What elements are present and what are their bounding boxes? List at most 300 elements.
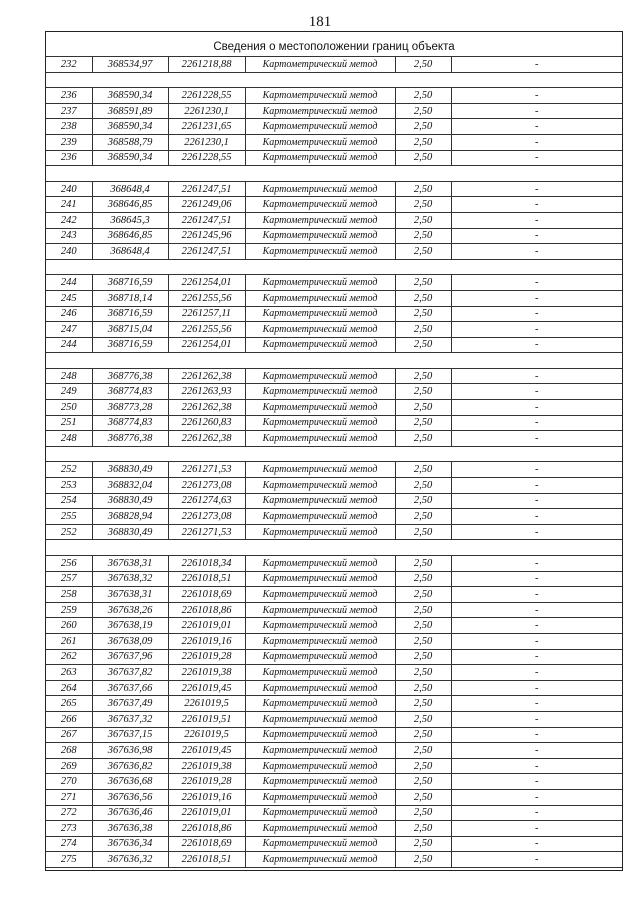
table-row — [46, 743, 622, 759]
description-cell: - — [451, 400, 622, 416]
x-coordinate-cell: 367637,82 — [92, 665, 168, 681]
x-coordinate-cell: 367636,34 — [92, 836, 168, 852]
accuracy-cell: 2,50 — [395, 743, 451, 759]
y-coordinate-cell: 2261019,45 — [168, 680, 245, 696]
accuracy-cell: 2,50 — [395, 244, 451, 260]
table-row — [46, 150, 622, 166]
point-number-cell: 241 — [46, 197, 92, 213]
table-row — [46, 181, 622, 197]
point-number-cell: 256 — [46, 556, 92, 572]
table-row — [46, 306, 622, 322]
accuracy-cell: 2,50 — [395, 181, 451, 197]
description-cell: - — [451, 493, 622, 509]
method-cell: Картометрический метод — [245, 462, 395, 478]
point-number-cell: 237 — [46, 103, 92, 119]
method-cell: Картометрический метод — [245, 431, 395, 447]
method-cell: Картометрический метод — [245, 119, 395, 135]
accuracy-cell: 2,50 — [395, 774, 451, 790]
description-cell: - — [451, 478, 622, 494]
accuracy-cell: 2,50 — [395, 337, 451, 353]
coordinates-table-body — [46, 57, 622, 868]
separator-cell — [46, 446, 622, 462]
y-coordinate-cell: 2261230,1 — [168, 134, 245, 150]
y-coordinate-cell: 2261018,69 — [168, 836, 245, 852]
point-number-cell: 240 — [46, 181, 92, 197]
method-cell: Картометрический метод — [245, 478, 395, 494]
point-number-cell: 252 — [46, 462, 92, 478]
x-coordinate-cell: 367636,56 — [92, 789, 168, 805]
group-separator-row — [46, 166, 622, 182]
y-coordinate-cell: 2261254,01 — [168, 337, 245, 353]
method-cell: Картометрический метод — [245, 743, 395, 759]
x-coordinate-cell: 367636,82 — [92, 758, 168, 774]
method-cell: Картометрический метод — [245, 774, 395, 790]
point-number-cell: 269 — [46, 758, 92, 774]
table-row — [46, 852, 622, 868]
table-row — [46, 103, 622, 119]
accuracy-cell: 2,50 — [395, 228, 451, 244]
x-coordinate-cell: 367638,09 — [92, 633, 168, 649]
x-coordinate-cell: 368718,14 — [92, 290, 168, 306]
description-cell: - — [451, 431, 622, 447]
accuracy-cell: 2,50 — [395, 322, 451, 338]
y-coordinate-cell: 2261018,51 — [168, 852, 245, 868]
table-row — [46, 509, 622, 525]
group-separator-row — [46, 446, 622, 462]
y-coordinate-cell: 2261245,96 — [168, 228, 245, 244]
description-cell: - — [451, 711, 622, 727]
description-cell: - — [451, 212, 622, 228]
x-coordinate-cell: 367638,31 — [92, 556, 168, 572]
x-coordinate-cell: 368828,94 — [92, 509, 168, 525]
method-cell: Картометрический метод — [245, 415, 395, 431]
point-number-cell: 261 — [46, 633, 92, 649]
x-coordinate-cell: 368590,34 — [92, 150, 168, 166]
accuracy-cell: 2,50 — [395, 119, 451, 135]
method-cell: Картометрический метод — [245, 524, 395, 540]
description-cell: - — [451, 57, 622, 73]
accuracy-cell: 2,50 — [395, 587, 451, 603]
point-number-cell: 240 — [46, 244, 92, 260]
method-cell: Картометрический метод — [245, 727, 395, 743]
y-coordinate-cell: 2261262,38 — [168, 431, 245, 447]
method-cell: Картометрический метод — [245, 665, 395, 681]
table-row — [46, 836, 622, 852]
x-coordinate-cell: 368590,34 — [92, 119, 168, 135]
accuracy-cell: 2,50 — [395, 758, 451, 774]
description-cell: - — [451, 462, 622, 478]
y-coordinate-cell: 2261019,38 — [168, 758, 245, 774]
method-cell: Картометрический метод — [245, 181, 395, 197]
table-row — [46, 711, 622, 727]
accuracy-cell: 2,50 — [395, 290, 451, 306]
y-coordinate-cell: 2261018,69 — [168, 587, 245, 603]
y-coordinate-cell: 2261274,63 — [168, 493, 245, 509]
table-row — [46, 478, 622, 494]
accuracy-cell: 2,50 — [395, 150, 451, 166]
y-coordinate-cell: 2261019,45 — [168, 743, 245, 759]
y-coordinate-cell: 2261255,56 — [168, 290, 245, 306]
point-number-cell: 274 — [46, 836, 92, 852]
table-row — [46, 462, 622, 478]
y-coordinate-cell: 2261019,5 — [168, 696, 245, 712]
table-row — [46, 524, 622, 540]
y-coordinate-cell: 2261018,86 — [168, 821, 245, 837]
accuracy-cell: 2,50 — [395, 665, 451, 681]
accuracy-cell: 2,50 — [395, 400, 451, 416]
table-heading: Сведения о местоположении границ объекта — [213, 41, 455, 53]
table-row — [46, 290, 622, 306]
table-row — [46, 384, 622, 400]
x-coordinate-cell: 368715,04 — [92, 322, 168, 338]
page-number: 181 — [308, 14, 332, 30]
x-coordinate-cell: 368773,28 — [92, 400, 168, 416]
method-cell: Картометрический метод — [245, 602, 395, 618]
y-coordinate-cell: 2261263,93 — [168, 384, 245, 400]
accuracy-cell: 2,50 — [395, 431, 451, 447]
description-cell: - — [451, 618, 622, 634]
x-coordinate-cell: 368590,34 — [92, 88, 168, 104]
table-row — [46, 680, 622, 696]
method-cell: Картометрический метод — [245, 680, 395, 696]
accuracy-cell: 2,50 — [395, 368, 451, 384]
x-coordinate-cell: 368648,4 — [92, 244, 168, 260]
x-coordinate-cell: 367637,32 — [92, 711, 168, 727]
table-row — [46, 774, 622, 790]
accuracy-cell: 2,50 — [395, 478, 451, 494]
method-cell: Картометрический метод — [245, 556, 395, 572]
method-cell: Картометрический метод — [245, 571, 395, 587]
description-cell: - — [451, 758, 622, 774]
accuracy-cell: 2,50 — [395, 197, 451, 213]
accuracy-cell: 2,50 — [395, 524, 451, 540]
description-cell: - — [451, 181, 622, 197]
x-coordinate-cell: 368534,97 — [92, 57, 168, 73]
point-number-cell: 262 — [46, 649, 92, 665]
method-cell: Картометрический метод — [245, 696, 395, 712]
method-cell: Картометрический метод — [245, 384, 395, 400]
separator-cell — [46, 259, 622, 275]
table-row — [46, 228, 622, 244]
method-cell: Картометрический метод — [245, 134, 395, 150]
accuracy-cell: 2,50 — [395, 493, 451, 509]
point-number-cell: 244 — [46, 337, 92, 353]
y-coordinate-cell: 2261247,51 — [168, 244, 245, 260]
y-coordinate-cell: 2261018,34 — [168, 556, 245, 572]
x-coordinate-cell: 367636,38 — [92, 821, 168, 837]
accuracy-cell: 2,50 — [395, 633, 451, 649]
table-row — [46, 821, 622, 837]
point-number-cell: 266 — [46, 711, 92, 727]
table-row — [46, 322, 622, 338]
method-cell: Картометрический метод — [245, 836, 395, 852]
method-cell: Картометрический метод — [245, 197, 395, 213]
method-cell: Картометрический метод — [245, 337, 395, 353]
y-coordinate-cell: 2261218,88 — [168, 57, 245, 73]
description-cell: - — [451, 88, 622, 104]
y-coordinate-cell: 2261230,1 — [168, 103, 245, 119]
method-cell: Картометрический метод — [245, 587, 395, 603]
method-cell: Картометрический метод — [245, 275, 395, 291]
x-coordinate-cell: 367638,32 — [92, 571, 168, 587]
table-row — [46, 197, 622, 213]
accuracy-cell: 2,50 — [395, 275, 451, 291]
accuracy-cell: 2,50 — [395, 384, 451, 400]
x-coordinate-cell: 368645,3 — [92, 212, 168, 228]
point-number-cell: 257 — [46, 571, 92, 587]
table-row — [46, 212, 622, 228]
y-coordinate-cell: 2261019,01 — [168, 618, 245, 634]
point-number-cell: 272 — [46, 805, 92, 821]
description-cell: - — [451, 587, 622, 603]
method-cell: Картометрический метод — [245, 306, 395, 322]
description-cell: - — [451, 134, 622, 150]
method-cell: Картометрический метод — [245, 821, 395, 837]
accuracy-cell: 2,50 — [395, 103, 451, 119]
table-row — [46, 618, 622, 634]
table-row — [46, 587, 622, 603]
point-number-cell: 236 — [46, 88, 92, 104]
point-number-cell: 254 — [46, 493, 92, 509]
y-coordinate-cell: 2261019,5 — [168, 727, 245, 743]
description-cell: - — [451, 836, 622, 852]
description-cell: - — [451, 727, 622, 743]
method-cell: Картометрический метод — [245, 758, 395, 774]
separator-cell — [46, 540, 622, 556]
method-cell: Картометрический метод — [245, 212, 395, 228]
description-cell: - — [451, 789, 622, 805]
description-cell: - — [451, 509, 622, 525]
accuracy-cell: 2,50 — [395, 556, 451, 572]
x-coordinate-cell: 368830,49 — [92, 462, 168, 478]
point-number-cell: 268 — [46, 743, 92, 759]
y-coordinate-cell: 2261019,28 — [168, 774, 245, 790]
table-row — [46, 88, 622, 104]
description-cell: - — [451, 228, 622, 244]
point-number-cell: 263 — [46, 665, 92, 681]
x-coordinate-cell: 368716,59 — [92, 337, 168, 353]
x-coordinate-cell: 367637,15 — [92, 727, 168, 743]
table-row — [46, 571, 622, 587]
accuracy-cell: 2,50 — [395, 509, 451, 525]
description-cell: - — [451, 415, 622, 431]
x-coordinate-cell: 368646,85 — [92, 228, 168, 244]
description-cell: - — [451, 633, 622, 649]
table-row — [46, 134, 622, 150]
point-number-cell: 251 — [46, 415, 92, 431]
description-cell: - — [451, 368, 622, 384]
x-coordinate-cell: 367636,46 — [92, 805, 168, 821]
method-cell: Картометрический метод — [245, 789, 395, 805]
description-cell: - — [451, 384, 622, 400]
point-number-cell: 265 — [46, 696, 92, 712]
table-row — [46, 758, 622, 774]
point-number-cell: 271 — [46, 789, 92, 805]
y-coordinate-cell: 2261260,83 — [168, 415, 245, 431]
x-coordinate-cell: 368716,59 — [92, 275, 168, 291]
coordinates-table-frame — [45, 31, 623, 871]
y-coordinate-cell: 2261018,86 — [168, 602, 245, 618]
method-cell: Картометрический метод — [245, 852, 395, 868]
description-cell: - — [451, 150, 622, 166]
point-number-cell: 260 — [46, 618, 92, 634]
point-number-cell: 243 — [46, 228, 92, 244]
separator-cell — [46, 166, 622, 182]
x-coordinate-cell: 367636,68 — [92, 774, 168, 790]
method-cell: Картометрический метод — [245, 509, 395, 525]
point-number-cell: 267 — [46, 727, 92, 743]
x-coordinate-cell: 368832,04 — [92, 478, 168, 494]
group-separator-row — [46, 540, 622, 556]
point-number-cell: 238 — [46, 119, 92, 135]
point-number-cell: 270 — [46, 774, 92, 790]
y-coordinate-cell: 2261019,01 — [168, 805, 245, 821]
boundary-coordinates-table — [46, 56, 622, 868]
y-coordinate-cell: 2261262,38 — [168, 368, 245, 384]
table-row — [46, 415, 622, 431]
description-cell: - — [451, 119, 622, 135]
table-row — [46, 633, 622, 649]
table-row — [46, 275, 622, 291]
description-cell: - — [451, 774, 622, 790]
x-coordinate-cell: 367638,26 — [92, 602, 168, 618]
x-coordinate-cell: 367636,98 — [92, 743, 168, 759]
point-number-cell: 253 — [46, 478, 92, 494]
table-row — [46, 57, 622, 73]
point-number-cell: 264 — [46, 680, 92, 696]
x-coordinate-cell: 368774,83 — [92, 384, 168, 400]
method-cell: Картометрический метод — [245, 244, 395, 260]
table-row — [46, 556, 622, 572]
y-coordinate-cell: 2261019,51 — [168, 711, 245, 727]
description-cell: - — [451, 571, 622, 587]
point-number-cell: 244 — [46, 275, 92, 291]
description-cell: - — [451, 524, 622, 540]
y-coordinate-cell: 2261273,08 — [168, 509, 245, 525]
accuracy-cell: 2,50 — [395, 134, 451, 150]
accuracy-cell: 2,50 — [395, 602, 451, 618]
table-row — [46, 789, 622, 805]
point-number-cell: 258 — [46, 587, 92, 603]
point-number-cell: 250 — [46, 400, 92, 416]
method-cell: Картометрический метод — [245, 493, 395, 509]
table-row — [46, 119, 622, 135]
point-number-cell: 246 — [46, 306, 92, 322]
y-coordinate-cell: 2261273,08 — [168, 478, 245, 494]
point-number-cell: 259 — [46, 602, 92, 618]
y-coordinate-cell: 2261231,65 — [168, 119, 245, 135]
group-separator-row — [46, 259, 622, 275]
table-row — [46, 493, 622, 509]
accuracy-cell: 2,50 — [395, 789, 451, 805]
method-cell: Картометрический метод — [245, 228, 395, 244]
y-coordinate-cell: 2261019,28 — [168, 649, 245, 665]
x-coordinate-cell: 367637,66 — [92, 680, 168, 696]
x-coordinate-cell: 368776,38 — [92, 368, 168, 384]
description-cell: - — [451, 852, 622, 868]
separator-cell — [46, 72, 622, 88]
table-row — [46, 337, 622, 353]
point-number-cell: 247 — [46, 322, 92, 338]
y-coordinate-cell: 2261257,11 — [168, 306, 245, 322]
x-coordinate-cell: 367636,32 — [92, 852, 168, 868]
accuracy-cell: 2,50 — [395, 680, 451, 696]
table-row — [46, 244, 622, 260]
point-number-cell: 255 — [46, 509, 92, 525]
x-coordinate-cell: 368716,59 — [92, 306, 168, 322]
point-number-cell: 245 — [46, 290, 92, 306]
method-cell: Картометрический метод — [245, 633, 395, 649]
accuracy-cell: 2,50 — [395, 649, 451, 665]
table-row — [46, 431, 622, 447]
table-row — [46, 368, 622, 384]
accuracy-cell: 2,50 — [395, 711, 451, 727]
y-coordinate-cell: 2261228,55 — [168, 150, 245, 166]
accuracy-cell: 2,50 — [395, 306, 451, 322]
x-coordinate-cell: 368591,89 — [92, 103, 168, 119]
point-number-cell: 242 — [46, 212, 92, 228]
y-coordinate-cell: 2261249,06 — [168, 197, 245, 213]
accuracy-cell: 2,50 — [395, 212, 451, 228]
y-coordinate-cell: 2261018,51 — [168, 571, 245, 587]
point-number-cell: 273 — [46, 821, 92, 837]
method-cell: Картометрический метод — [245, 400, 395, 416]
description-cell: - — [451, 696, 622, 712]
method-cell: Картометрический метод — [245, 368, 395, 384]
group-separator-row — [46, 72, 622, 88]
accuracy-cell: 2,50 — [395, 618, 451, 634]
y-coordinate-cell: 2261271,53 — [168, 462, 245, 478]
method-cell: Картометрический метод — [245, 88, 395, 104]
x-coordinate-cell: 367638,19 — [92, 618, 168, 634]
x-coordinate-cell: 368648,4 — [92, 181, 168, 197]
accuracy-cell: 2,50 — [395, 805, 451, 821]
description-cell: - — [451, 322, 622, 338]
accuracy-cell: 2,50 — [395, 821, 451, 837]
description-cell: - — [451, 275, 622, 291]
point-number-cell: 248 — [46, 431, 92, 447]
y-coordinate-cell: 2261255,56 — [168, 322, 245, 338]
y-coordinate-cell: 2261228,55 — [168, 88, 245, 104]
separator-cell — [46, 353, 622, 369]
y-coordinate-cell: 2261019,38 — [168, 665, 245, 681]
x-coordinate-cell: 368774,83 — [92, 415, 168, 431]
accuracy-cell: 2,50 — [395, 727, 451, 743]
x-coordinate-cell: 368776,38 — [92, 431, 168, 447]
accuracy-cell: 2,50 — [395, 836, 451, 852]
method-cell: Картометрический метод — [245, 322, 395, 338]
method-cell: Картометрический метод — [245, 649, 395, 665]
description-cell: - — [451, 244, 622, 260]
point-number-cell: 248 — [46, 368, 92, 384]
accuracy-cell: 2,50 — [395, 696, 451, 712]
table-row — [46, 727, 622, 743]
x-coordinate-cell: 367637,49 — [92, 696, 168, 712]
y-coordinate-cell: 2261262,38 — [168, 400, 245, 416]
description-cell: - — [451, 743, 622, 759]
x-coordinate-cell: 368588,79 — [92, 134, 168, 150]
point-number-cell: 232 — [46, 57, 92, 73]
y-coordinate-cell: 2261247,51 — [168, 181, 245, 197]
accuracy-cell: 2,50 — [395, 462, 451, 478]
point-number-cell: 239 — [46, 134, 92, 150]
accuracy-cell: 2,50 — [395, 88, 451, 104]
table-row — [46, 400, 622, 416]
description-cell: - — [451, 290, 622, 306]
y-coordinate-cell: 2261019,16 — [168, 789, 245, 805]
table-row — [46, 602, 622, 618]
accuracy-cell: 2,50 — [395, 852, 451, 868]
